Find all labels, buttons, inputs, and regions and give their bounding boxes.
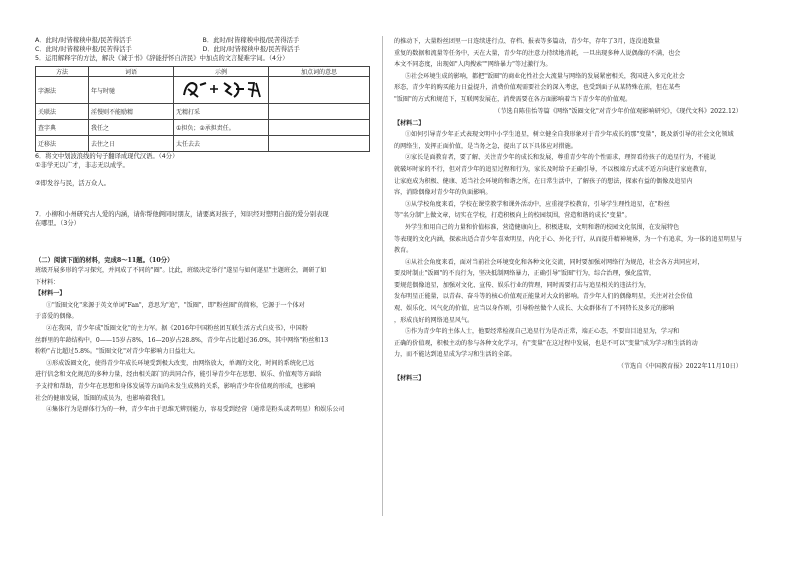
table-cell-example: 无精打采	[174, 104, 269, 120]
table-header-row	[36, 67, 370, 77]
table-cell-meaning[interactable]	[269, 136, 370, 152]
material-3-label: 【材料三】	[394, 375, 425, 383]
text-line: ，形成良好的网络追星风气。	[394, 316, 474, 324]
material-2-label: 【材料二】	[394, 119, 425, 127]
text-line: 容，消除偶像对青少年的负面影响。	[394, 189, 492, 197]
text-line: 等表现的文化内涵，探索出适合青少年喜欢明星，内化于心、外化于行，从而提升精神境界，为一个有追求，为一体的追星明星与教育。	[394, 235, 742, 255]
table-cell-example: 太任去去	[174, 136, 269, 152]
text-line: 力，而不能达到追星成为学习和生活的全部。	[394, 351, 516, 359]
table-cell-word: 淫慢则不能励精	[89, 104, 174, 120]
table-row	[36, 136, 370, 152]
question-7-cont: 在哪里。（3分）	[35, 220, 80, 227]
question-6-item-2: ②即发谷与民，活万众人。	[35, 180, 110, 187]
text-line: 外学生和用自己的力量和价值标准，营造健康向上，积极进取，文明和谐的校园文化氛围，在发展特色	[404, 223, 680, 231]
options-row-1	[35, 36, 370, 45]
table-row	[36, 104, 370, 120]
table-cell-word: 年与时驰	[89, 77, 174, 104]
table-cell-method: 迁移法	[36, 136, 89, 152]
table-cell-method: 查字典	[36, 120, 89, 136]
table-cell-word: 去住之日	[89, 136, 174, 152]
material-1-continued	[394, 36, 742, 106]
table-row	[36, 120, 370, 136]
table-cell-word: 我任之	[89, 120, 174, 136]
text-line: ③形成饭圈文化，使得青少年成长环境受到极大改变，由网络放大，单调的文化，时间的系统化已远	[45, 359, 315, 367]
question-6-item-1: ①非学无以广才，非志无以成学。	[35, 162, 129, 169]
option-d[interactable]: D．此时/时皆稼秧申报/民苦得活手	[202, 46, 300, 53]
text-line: ①"饭圈文化"来源于英文单词"Fan"，意思为"追"，"饭圈"，即"粉丝圈"的简称，它源于一个体对	[45, 301, 305, 309]
text-line: 于喜爱的偶像。	[35, 313, 78, 321]
text-line: 下材料：	[35, 278, 60, 286]
text-line: 粉粉"占比超过5.8%。"饭圈文化"对青少年影响力日益壮大。	[35, 348, 200, 356]
table-header: 加点词的意思	[269, 67, 370, 77]
question-7: 7．小柳和小州研究古人爱的内涵，请你帮他俩同时朋友，请要离对孩子，知识经对塑明自鼓的爱分别表现	[35, 211, 329, 218]
text-line: 的推动下，大量粉丝团里一日连续进行点、存档、报表等多篇动，青少年，存年了3月，连没追数量	[394, 38, 660, 45]
text-line: ②家长是面教育者，要了解、关注青少年的成长和发展，尊重青少年的个性需求，理智看待孩子的追星行为，不能说	[404, 154, 716, 162]
text-line: 予支持和帮助，青少年在思想和身体发展等方面尚未发生成熟的关系，影响青少年价值观的形成，也影响	[35, 382, 316, 390]
source-citation-2: （节选自《中国教育报》2022年11月10日）	[617, 363, 742, 371]
option-c[interactable]: C．此时/时皆稼秧申报/民苦得活手	[35, 46, 132, 53]
text-line: ④集体行为是群体行为的一种，青少年由于思维无辨别能力，容易受到经营（通常是粉头或者明星）和娱乐公司	[45, 406, 345, 414]
text-line: 等"名分制"上做文章，切实在学校，打造积极向上的校园氛围，营造和谐的成长"变量"。	[394, 212, 631, 220]
text-line: 的网络生，发挥正面价值，是当务之急，提出了以下具体应对措施。	[394, 142, 577, 150]
table-header: 方法	[36, 67, 89, 77]
text-line: 重复的数据和流量等任务中，天在大量，青少年的注意力持续地消耗，一旦出现多种人说偶像的不满，也会	[394, 49, 681, 57]
table-cell-meaning[interactable]	[269, 77, 370, 104]
text-line: ①如何引导青少年正式表现文明中小学生追星，树立健全自我形象对于青少年成长的那"变量"，既及新引导的社会文化领域	[404, 131, 734, 139]
material-1-label: 【材料一】	[35, 290, 66, 298]
table-header: 词语	[89, 67, 174, 77]
methods-table	[35, 66, 370, 152]
material-1-body	[35, 300, 370, 416]
text-line: 社会的健康发展，饭圈的成员为，也影响着我们。	[35, 394, 170, 402]
text-line: 要规范偶像追星，加强对文化、宣传、娱乐行业的管理，同时需要打击与追星相关的违法行为，	[394, 281, 650, 289]
source-citation-1: （节选自陈佳怡等篇《网络"饭圈文化"对青少年价值观影响研究》，《现代文科》2022.12）	[494, 107, 742, 115]
ancient-glyph-icon	[176, 77, 266, 101]
text-line: 丝群里的年龄结构中，0——15岁占8%，16—20岁占28.8%，青少年占比超过36.0%，其中网络"粉丝和13	[35, 336, 329, 344]
text-line: ③从学校角度来看，学校在课堂教学和课外活动中，应重视学校教育，引导学生理性追星，在"粉丝	[404, 200, 670, 208]
question-6: 6．将文中划波浪线的句子翻译成现代汉语。（4分）	[35, 153, 179, 160]
text-line: 形态，青少年的购买能力日益提升，消费价值观需要社会的深入考虑，也受到面子从某特殊在前，但在某些	[394, 84, 681, 92]
text-line: 正确的价值观，积极主动的参与各种文化学习，有"变量"在这过程中发展，也是不可以"变量"成为学习和生活的动	[394, 339, 698, 347]
column-divider	[382, 36, 383, 516]
section-2-title: （二）阅读下面的材料，完成8～11题。（10分）	[35, 257, 174, 264]
text-line: 观、娱乐化、风气化的价值，应当以身作则，引导粉丝做个人成长、大众群体有了不同特长及多元的影响	[394, 305, 675, 313]
text-line: ⑤作为青少年的主体人士，他要经常检视自己追星行为是否正常，端正心态，不要盲目追星为，学习和	[404, 328, 680, 336]
left-column	[35, 36, 370, 416]
text-line: 班级开展多形的学习探究，并问成了不同的"圈"。比此，班级决定举行"遂星与如何遂星"主题班会，调研了如	[35, 267, 327, 274]
option-a[interactable]: A．此时/时皆稼秧申报/民苦得活手	[35, 37, 132, 44]
text-line: 发布明星正能量，以青春、奋斗等的核心价值观正能量对大众的影响。青少年人们的偶像明星，关注对社会价值	[394, 293, 693, 301]
table-row	[36, 77, 370, 104]
options-row-2	[35, 45, 370, 54]
intro-paragraph	[35, 265, 370, 288]
ancient-glyph-image	[174, 77, 269, 104]
table-cell-meaning[interactable]	[269, 120, 370, 136]
text-line: 进行信念和文化规范的多种力量，经由相关部门的共同合作，能引导青少年在思想、娱乐、价值观等方面给	[35, 371, 322, 379]
right-column	[394, 36, 742, 385]
text-line: 本文不同态度，出现如"人肉搜索""网络暴力"等过激行为。	[394, 61, 552, 69]
table-cell-example: ①担负；②承担责任。	[174, 120, 269, 136]
text-line: 就破坏时家的不行，但对青少年的追星过程和行为，家长及时给予正确引导，不以极端方式或不适方向进行家庭教育，	[394, 165, 711, 173]
table-cell-method: 字源法	[36, 77, 89, 104]
text-line: "饭圈"的方式和规范下，互联网发展在，消费需要在各方面影响着当下青少年的价值观。	[394, 95, 632, 103]
text-line: ④从社会角度来看，面对当前社会环境变化和各种文化交流，同时要加强对网络行为规范，社会各方共同应对，	[404, 258, 704, 266]
material-2-body	[394, 129, 742, 361]
text-line: 让家庭成为积极、健康、适当社会环境的和谐之所，在日常生活中，了解孩子的想法，探索有益的偶像及追星内	[394, 177, 693, 185]
option-b[interactable]: B．此时/时皆稼秧申报/民苦得活手	[202, 37, 300, 44]
text-line: ②在我国，青少年成"饭圈文化"的主力军。据《2016年中国粉丝团互联生活方式白皮书》，中国粉	[45, 324, 308, 332]
question-5: 5．运用解释字的方法，解决《诚于书》《辞能抒怀自济民》中加点的文言疑难字词。（4分）	[35, 55, 289, 62]
table-cell-method: 关联法	[36, 104, 89, 120]
table-header: 示例	[174, 67, 269, 77]
text-line: 要及时制止"饭圈"的不良行为，坚决抵制网络暴力，正确引导"饭圈"行为，综合治理，强化监管，	[394, 270, 656, 278]
table-cell-meaning[interactable]	[269, 104, 370, 120]
text-line: ⑤社会环境生成的影响，都把"饭圈"的商业化性社会大流量与网络的发展紧密相关，我国进入多元化社会	[404, 72, 685, 80]
